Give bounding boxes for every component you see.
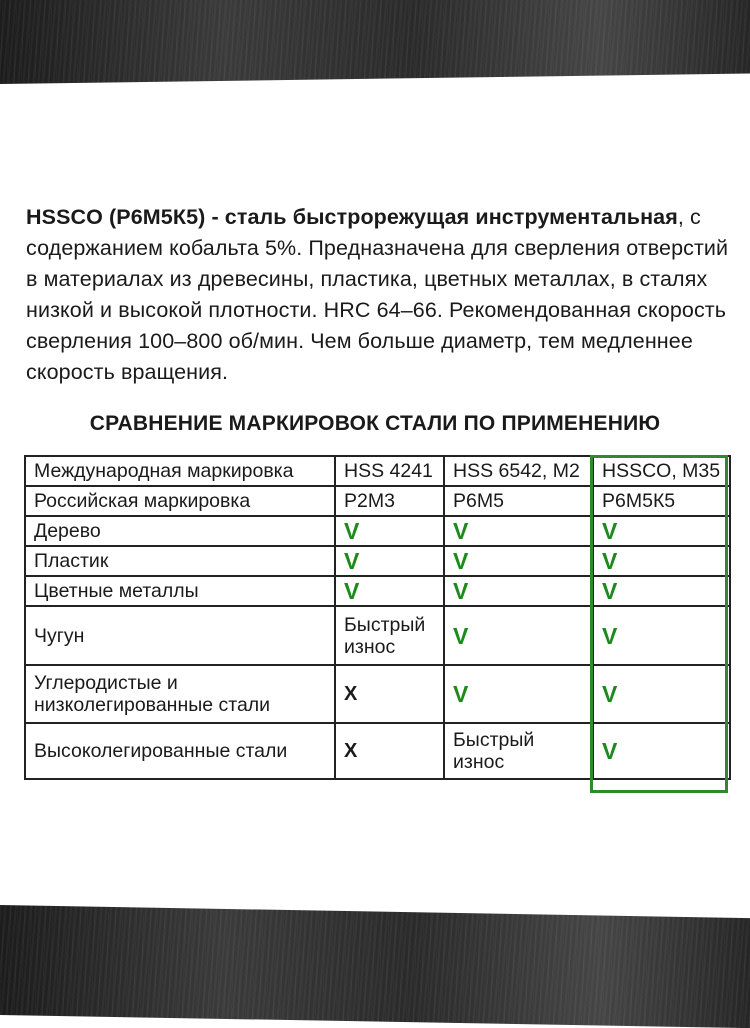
row-label: Дерево — [25, 516, 335, 546]
intro-body: , с содержанием кобальта 5%. Предназначена для сверления отверстий в материалах из древесины, пластика, цветных металлах, в сталях низкой и высокой плотности. HRC 64–66. Рекомендованная скорость сверления 100–800 об/мин. Чем больше диаметр, тем медленнее скорость вращения. — [26, 205, 729, 384]
wear-note: Быстрый износ — [444, 723, 593, 779]
check-mark: V — [444, 516, 593, 546]
russian-marking-row — [25, 486, 730, 516]
check-mark: V — [444, 665, 593, 723]
check-mark: V — [444, 576, 593, 606]
table-cell: Р2М3 — [335, 486, 444, 516]
row-label: Чугун — [25, 606, 335, 665]
table-cell: Российская маркировка — [25, 486, 335, 516]
table-row — [25, 516, 730, 546]
header-cell: HSSCO, M35 — [593, 456, 730, 486]
check-mark: V — [593, 665, 730, 723]
check-mark: V — [335, 576, 444, 606]
cross-mark: X — [335, 665, 444, 723]
row-label: Высоколегированные стали — [25, 723, 335, 779]
table-row — [25, 576, 730, 606]
check-mark: V — [444, 546, 593, 576]
check-mark: V — [593, 546, 730, 576]
check-mark: V — [593, 606, 730, 665]
header-cell: Международная маркировка — [25, 456, 335, 486]
wear-note: Быстрый износ — [335, 606, 444, 665]
intro-lead: HSSCO (Р6М5К5) - сталь быстрорежущая инструментальная — [26, 205, 678, 229]
table-header-row — [25, 456, 730, 486]
row-label: Углеродистые и низколегированные стали — [25, 665, 335, 723]
table-row — [25, 665, 730, 723]
comparison-table — [24, 455, 731, 780]
check-mark: V — [593, 516, 730, 546]
check-mark: V — [335, 516, 444, 546]
header-cell: HSS 6542, M2 — [444, 456, 593, 486]
table-cell: Р6М5К5 — [593, 486, 730, 516]
bottom-dark-band — [0, 905, 750, 1028]
table-row — [25, 606, 730, 665]
row-label: Цветные металлы — [25, 576, 335, 606]
table-row — [25, 546, 730, 576]
top-dark-band — [0, 0, 750, 84]
check-mark: V — [593, 576, 730, 606]
check-mark: V — [593, 723, 730, 779]
table-title: СРАВНЕНИЕ МАРКИРОВОК СТАЛИ ПО ПРИМЕНЕНИЮ — [89, 412, 661, 435]
check-mark: V — [444, 606, 593, 665]
table-cell: Р6М5 — [444, 486, 593, 516]
check-mark: V — [335, 546, 444, 576]
row-label: Пластик — [25, 546, 335, 576]
header-cell: HSS 4241 — [335, 456, 444, 486]
intro-paragraph — [26, 202, 731, 388]
cross-mark: X — [335, 723, 444, 779]
table-row — [25, 723, 730, 779]
